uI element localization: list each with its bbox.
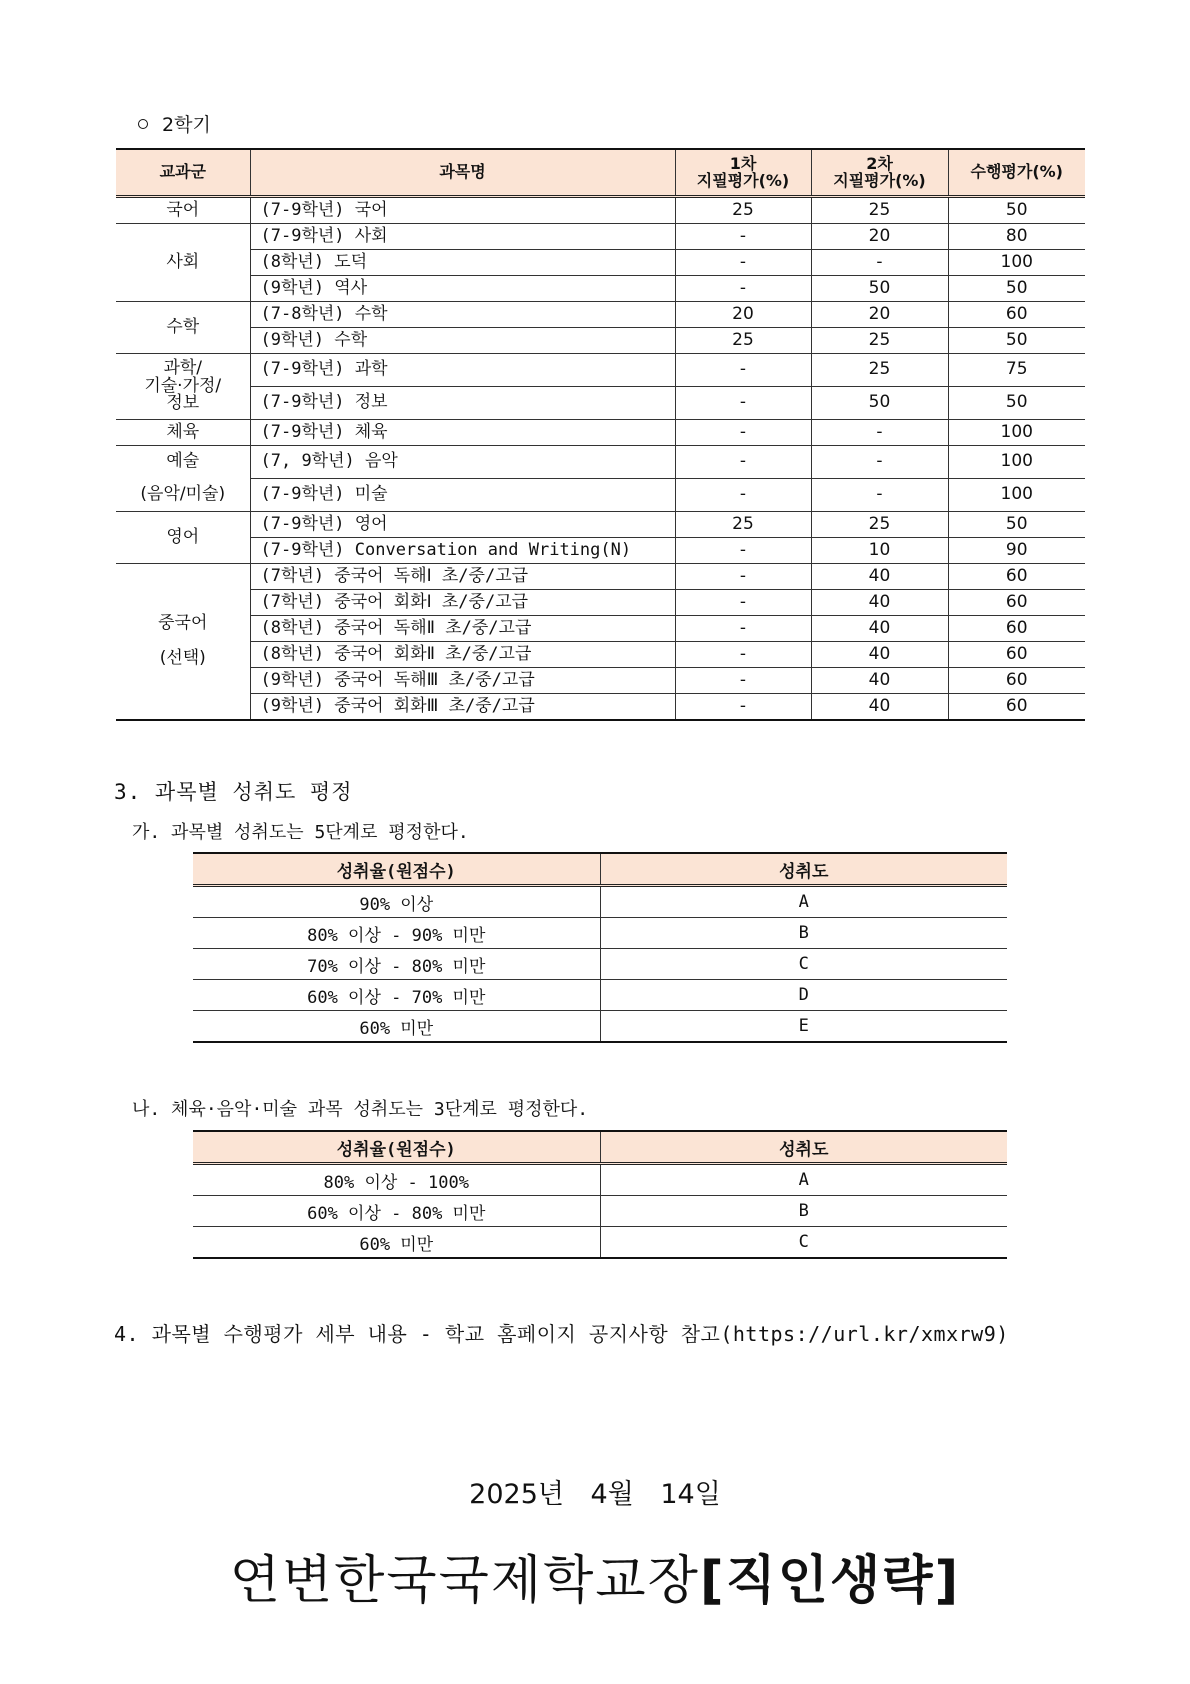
- group-science: 과학/ 기술·가정/ 정보: [116, 354, 250, 420]
- document-date: 2025년 4월 14일: [469, 1479, 721, 1510]
- seal-omitted-label: [직인생략]: [699, 1551, 961, 1611]
- semester-label: 2학기: [162, 114, 211, 136]
- header-performance: 수행평가(%): [948, 149, 1085, 197]
- table-row: 80% 이상 - 100% A: [193, 1164, 1007, 1196]
- table-row: 90% 이상 A: [193, 886, 1007, 918]
- table-row: 사회 (7-9학년) 사회 - 20 80: [116, 224, 1085, 250]
- table-row: (음악/미술) (7-9학년) 미술 - - 100: [116, 479, 1085, 512]
- school-principal-name: 연변한국국제학교장: [229, 1551, 700, 1611]
- table-header-row: 성취율(원점수) 성취도: [193, 853, 1007, 886]
- header-first-exam: 1차 지필평가(%): [675, 149, 811, 197]
- signature-line: [0, 1538, 1190, 1613]
- table-row: (8학년) 중국어 독해Ⅱ 초/중/고급 - 40 60: [116, 616, 1085, 642]
- group-math: 수학: [116, 302, 250, 354]
- table-row: (9학년) 역사 - 50 50: [116, 276, 1085, 302]
- table-row: 80% 이상 - 90% 미만 B: [193, 918, 1007, 949]
- circle-bullet-icon: [138, 119, 148, 129]
- table-row: (8학년) 중국어 회화Ⅱ 초/중/고급 - 40 60: [116, 642, 1085, 668]
- table-row: (7학년) 중국어 회화Ⅰ 초/중/고급 - 40 60: [116, 590, 1085, 616]
- table-row: (9학년) 수학 25 25 50: [116, 328, 1085, 354]
- group-pe: 체육: [116, 420, 250, 446]
- group-arts-label: 예술: [116, 446, 250, 479]
- table-row: (7-9학년) 정보 - 50 50: [116, 387, 1085, 420]
- section-3-title: 3. 과목별 성취도 평정: [114, 780, 353, 804]
- table-header-row: 성취율(원점수) 성취도: [193, 1131, 1007, 1164]
- header-second-exam: 2차 지필평가(%): [811, 149, 948, 197]
- semester-heading: [138, 110, 211, 137]
- header-subject: 과목명: [250, 149, 675, 197]
- header-group: 교과군: [116, 149, 250, 197]
- table-row: 60% 이상 - 70% 미만 D: [193, 980, 1007, 1011]
- group-social: 사회: [116, 224, 250, 302]
- table-row: 수학 (7-8학년) 수학 20 20 60: [116, 302, 1085, 328]
- grade-table-five-level: [193, 852, 1007, 1043]
- table-row: (8학년) 도덕 - - 100: [116, 250, 1085, 276]
- group-korean: 국어: [116, 197, 250, 224]
- group-chinese: 중국어 (선택): [116, 564, 250, 721]
- table-row: 체육 (7-9학년) 체육 - - 100: [116, 420, 1085, 446]
- table-row: (7-9학년) Conversation and Writing(N) - 10 90: [116, 538, 1085, 564]
- table-row: 70% 이상 - 80% 미만 C: [193, 949, 1007, 980]
- table-row: 과학/ 기술·가정/ 정보 (7-9학년) 과학 - 25 75: [116, 354, 1085, 387]
- table-row: 60% 이상 - 80% 미만 B: [193, 1196, 1007, 1227]
- section-4-title: 4. 과목별 수행평가 세부 내용 - 학교 홈페이지 공지사항 참고(https://url.kr/xmxrw9): [114, 1322, 1009, 1346]
- table-row: 영어 (7-9학년) 영어 25 25 50: [116, 512, 1085, 538]
- table-row: (9학년) 중국어 독해Ⅲ 초/중/고급 - 40 60: [116, 668, 1085, 694]
- grade-table-three-level: [193, 1130, 1007, 1259]
- table-header-row: [116, 149, 1085, 197]
- table-row: 중국어 (선택) (7학년) 중국어 독해Ⅰ 초/중/고급 - 40 60: [116, 564, 1085, 590]
- table-row: (9학년) 중국어 회화Ⅲ 초/중/고급 - 40 60: [116, 694, 1085, 721]
- table-row: 예술 (7, 9학년) 음악 - - 100: [116, 446, 1085, 479]
- section-3a-text: 가. 과목별 성취도는 5단계로 평정한다.: [132, 822, 469, 843]
- group-english: 영어: [116, 512, 250, 564]
- group-arts-sub: (음악/미술): [116, 479, 250, 512]
- evaluation-ratio-table: [116, 148, 1085, 721]
- section-3b-text: 나. 체육·음악·미술 과목 성취도는 3단계로 평정한다.: [132, 1099, 589, 1120]
- table-row: 60% 미만 C: [193, 1227, 1007, 1259]
- table-row: 국어 (7-9학년) 국어 25 25 50: [116, 197, 1085, 224]
- table-row: 60% 미만 E: [193, 1011, 1007, 1043]
